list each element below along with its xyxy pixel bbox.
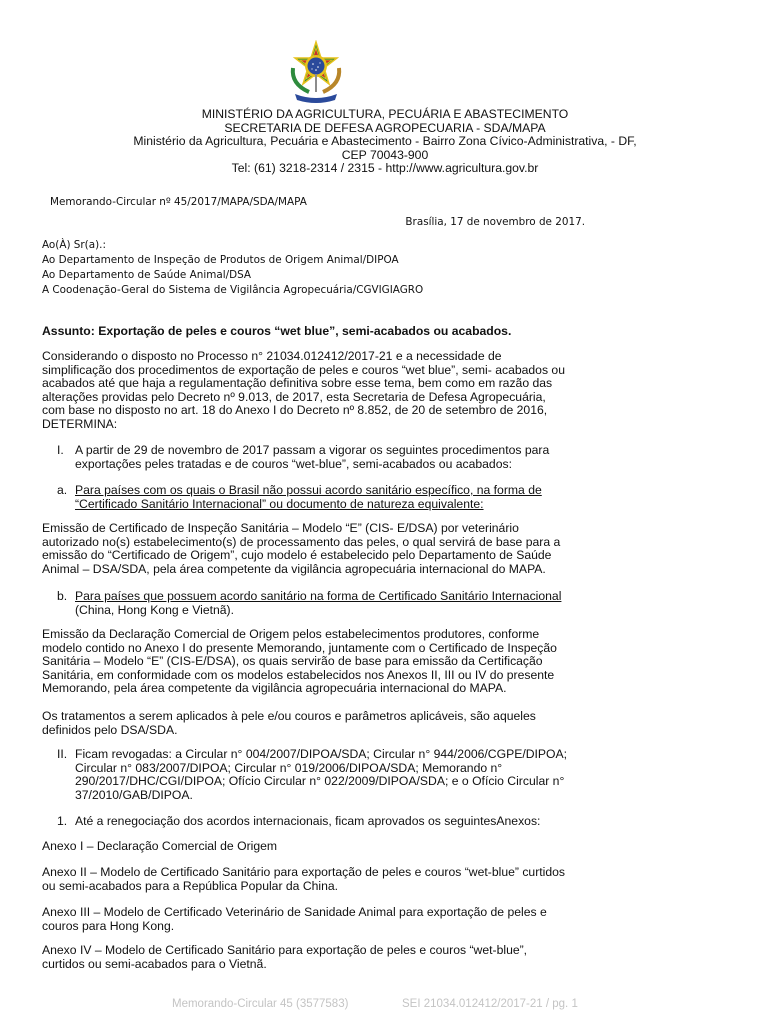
list-marker: 1.: [57, 814, 68, 828]
paragraph-line: ou semi-acabados para a República Popular da China.: [42, 878, 339, 893]
annex-4: [42, 944, 602, 971]
paragraph-line: Ficam revogadas: a Circular n° 004/2007/DIPOA/SDA; Circular n° 944/2006/CGPE/DIPOA;: [75, 747, 568, 761]
annex-2: [42, 866, 602, 893]
paragraph-line: alterações providas pelo Decreto nº 9.013, de 2017, esta Secretaria de Defesa Agropecuária,: [42, 389, 546, 404]
paragraph-line: emissão do “Certificado de Origem”, cujo modelo é estabelecido pelo Departamento de Saúde: [42, 548, 552, 563]
paragraph-line: Anexo IV – Modelo de Certificado Sanitário para exportação de peles e couros “wet-blue”,: [42, 943, 528, 957]
paragraph-line: Sanitária – Modelo “E” (CIS-E/DSA), os quais servirão de base para emissão da Certificação: [42, 654, 543, 669]
paragraph-line: Anexo I – Declaração Comercial de Origem: [42, 839, 278, 853]
paragraph-line: (China, Hong Kong e Vietnã).: [75, 602, 234, 617]
list-item-a: [57, 483, 595, 511]
paragraph-line: Emissão da Declaração Comercial de Origem pelos estabelecimentos produtores, conforme: [42, 627, 540, 641]
paragraph-line: “Certificado Sanitário Internacional” ou documento de natureza equivalente:: [75, 496, 484, 511]
paragraph-line: 290/2017/DHC/CGI/DIPOA; Ofício Circular n° 022/2009/DIPOA/SDA; e o Ofício Circular n°: [75, 774, 565, 789]
paragraph-line: exportações peles tratadas e de couros “wet-blue”, semi-acabados ou acabados:: [75, 456, 512, 471]
paragraph-line: Considerando o disposto no Processo n° 21034.012412/2017-21 e a necessidade de: [42, 349, 502, 363]
list-marker: b.: [57, 589, 68, 603]
paragraph-line: Memorando, pela área competente da vigilância agropecuária internacional do MAPA.: [42, 681, 507, 696]
memo-date: Brasília, 17 de novembro de 2017.: [405, 216, 585, 228]
paragraph-line: Anexo II – Modelo de Certificado Sanitário para exportação de peles e couros “wet-blue” curtidos: [42, 865, 565, 879]
letterhead: [30, 108, 740, 176]
paragraph-line: Para países que possuem acordo sanitário na forma de Certificado Sanitário Internacional: [75, 589, 562, 603]
memo-subject: Assunto: Exportação de peles e couros “wet blue”, semi-acabados ou acabados.: [42, 324, 512, 338]
intro-paragraph: [42, 350, 602, 432]
addressee-line: Ao Departamento de Saúde Animal/DSA: [42, 269, 251, 281]
address-line: Ministério da Agricultura, Pecuária e Abastecimento - Bairro Zona Cívico-Administrativa, - DF,: [133, 134, 637, 149]
paragraph-line: Os tratamentos a serem aplicados à pele e/ou couros e parâmetros aplicáveis, são aqueles: [42, 709, 536, 723]
paragraph-line: A partir de 29 de novembro de 2017 passam a vigorar os seguintes procedimentos para: [75, 443, 550, 457]
list-item-roman-1: [57, 443, 595, 471]
paragraph-treatments: [42, 710, 602, 737]
paragraph-line: Até a renegociação dos acordos internacionais, ficam aprovados os seguintesAnexos:: [75, 814, 541, 828]
paragraph-line: definidos pelo DSA/SDA.: [42, 722, 178, 737]
paragraph-item-b: [42, 628, 602, 696]
paragraph-item-a: [42, 522, 602, 576]
paragraph-line: simplificação dos procedimentos de exportação de peles e couros “wet blue”, semi- acabados ou: [42, 362, 565, 377]
postal-code: CEP 70043-900: [341, 147, 429, 162]
addressee-block: [42, 238, 423, 298]
list-marker: I.: [57, 443, 64, 457]
paragraph-line: modelo contido no Anexo I do presente Memorando, juntamente com o Certificado de Inspeção: [42, 640, 557, 655]
list-item-roman-2: [57, 747, 595, 802]
addressee-line: Ao Departamento de Inspeção de Produtos de Origem Animal/DIPOA: [42, 254, 399, 266]
footer-document-id: Memorando-Circular 45 (3577583): [172, 998, 349, 1010]
annex-3: [42, 906, 602, 933]
list-marker: II.: [57, 747, 68, 761]
addressee-line: Ao(À) Sr(a).:: [42, 239, 106, 251]
paragraph-line: acabados até que haja a regulamentação definitiva sobre esse tema, bem como em razão das: [42, 376, 553, 391]
paragraph-line: curtidos ou semi-acabados para o Vietnã.: [42, 956, 267, 971]
addressee-line: A Coodenação-Geral do Sistema de Vigilância Agropecuária/CGVIGIAGRO: [42, 284, 424, 296]
paragraph-line: com base no disposto no art. 18 do Anexo I do Decreto nº 8.852, de 20 de setembro de 2016,: [42, 403, 548, 418]
list-item-b: [57, 589, 595, 617]
paragraph-line: Animal – DSA/SDA, pela área competente da vigilância agropecuária internacional do MAPA.: [42, 561, 546, 576]
paragraph-line: Emissão de Certificado de Inspeção Sanitária – Modelo “E” (CIS- E/DSA) por veterinário: [42, 521, 519, 535]
paragraph-line: Sanitária, em conformidade com os modelos estabelecidos nos Anexos II, III ou IV do presente: [42, 667, 555, 682]
memo-identifier: Memorando-Circular nº 45/2017/MAPA/SDA/MAPA: [50, 196, 307, 208]
contact-line: Tel: (61) 3218-2314 / 2315 - http://www.agricultura.gov.br: [231, 161, 539, 176]
paragraph-line: autorizado no(s) estabelecimento(s) de processamento das peles, o qual servirá de base para a: [42, 534, 561, 549]
footer-process-page: SEI 21034.012412/2017-21 / pg. 1: [402, 998, 578, 1010]
paragraph-line: Para países com os quais o Brasil não possui acordo sanitário específico, na forma de: [75, 483, 542, 497]
brazil-coat-of-arms-icon: [285, 40, 347, 104]
list-item-numbered-1: [57, 814, 595, 829]
ministry-name: MINISTÉRIO DA AGRICULTURA, PECUÁRIA E ABASTECIMENTO: [201, 107, 569, 121]
paragraph-line: 37/2010/GAB/DIPOA.: [75, 787, 193, 802]
secretariat-name: SECRETARIA DE DEFESA AGROPECUARIA - SDA/MAPA: [224, 120, 546, 135]
list-marker: a.: [57, 483, 68, 497]
annex-1: [42, 840, 602, 854]
paragraph-line: couros para Hong Kong.: [42, 918, 175, 933]
paragraph-line: Anexo III – Modelo de Certificado Veterinário de Sanidade Animal para exportação de peles e: [42, 905, 547, 919]
paragraph-line: DETERMINA:: [42, 416, 118, 431]
paragraph-line: Circular n° 083/2007/DIPOA; Circular n° 019/2006/DIPOA/SDA; Memorando n°: [75, 760, 503, 775]
